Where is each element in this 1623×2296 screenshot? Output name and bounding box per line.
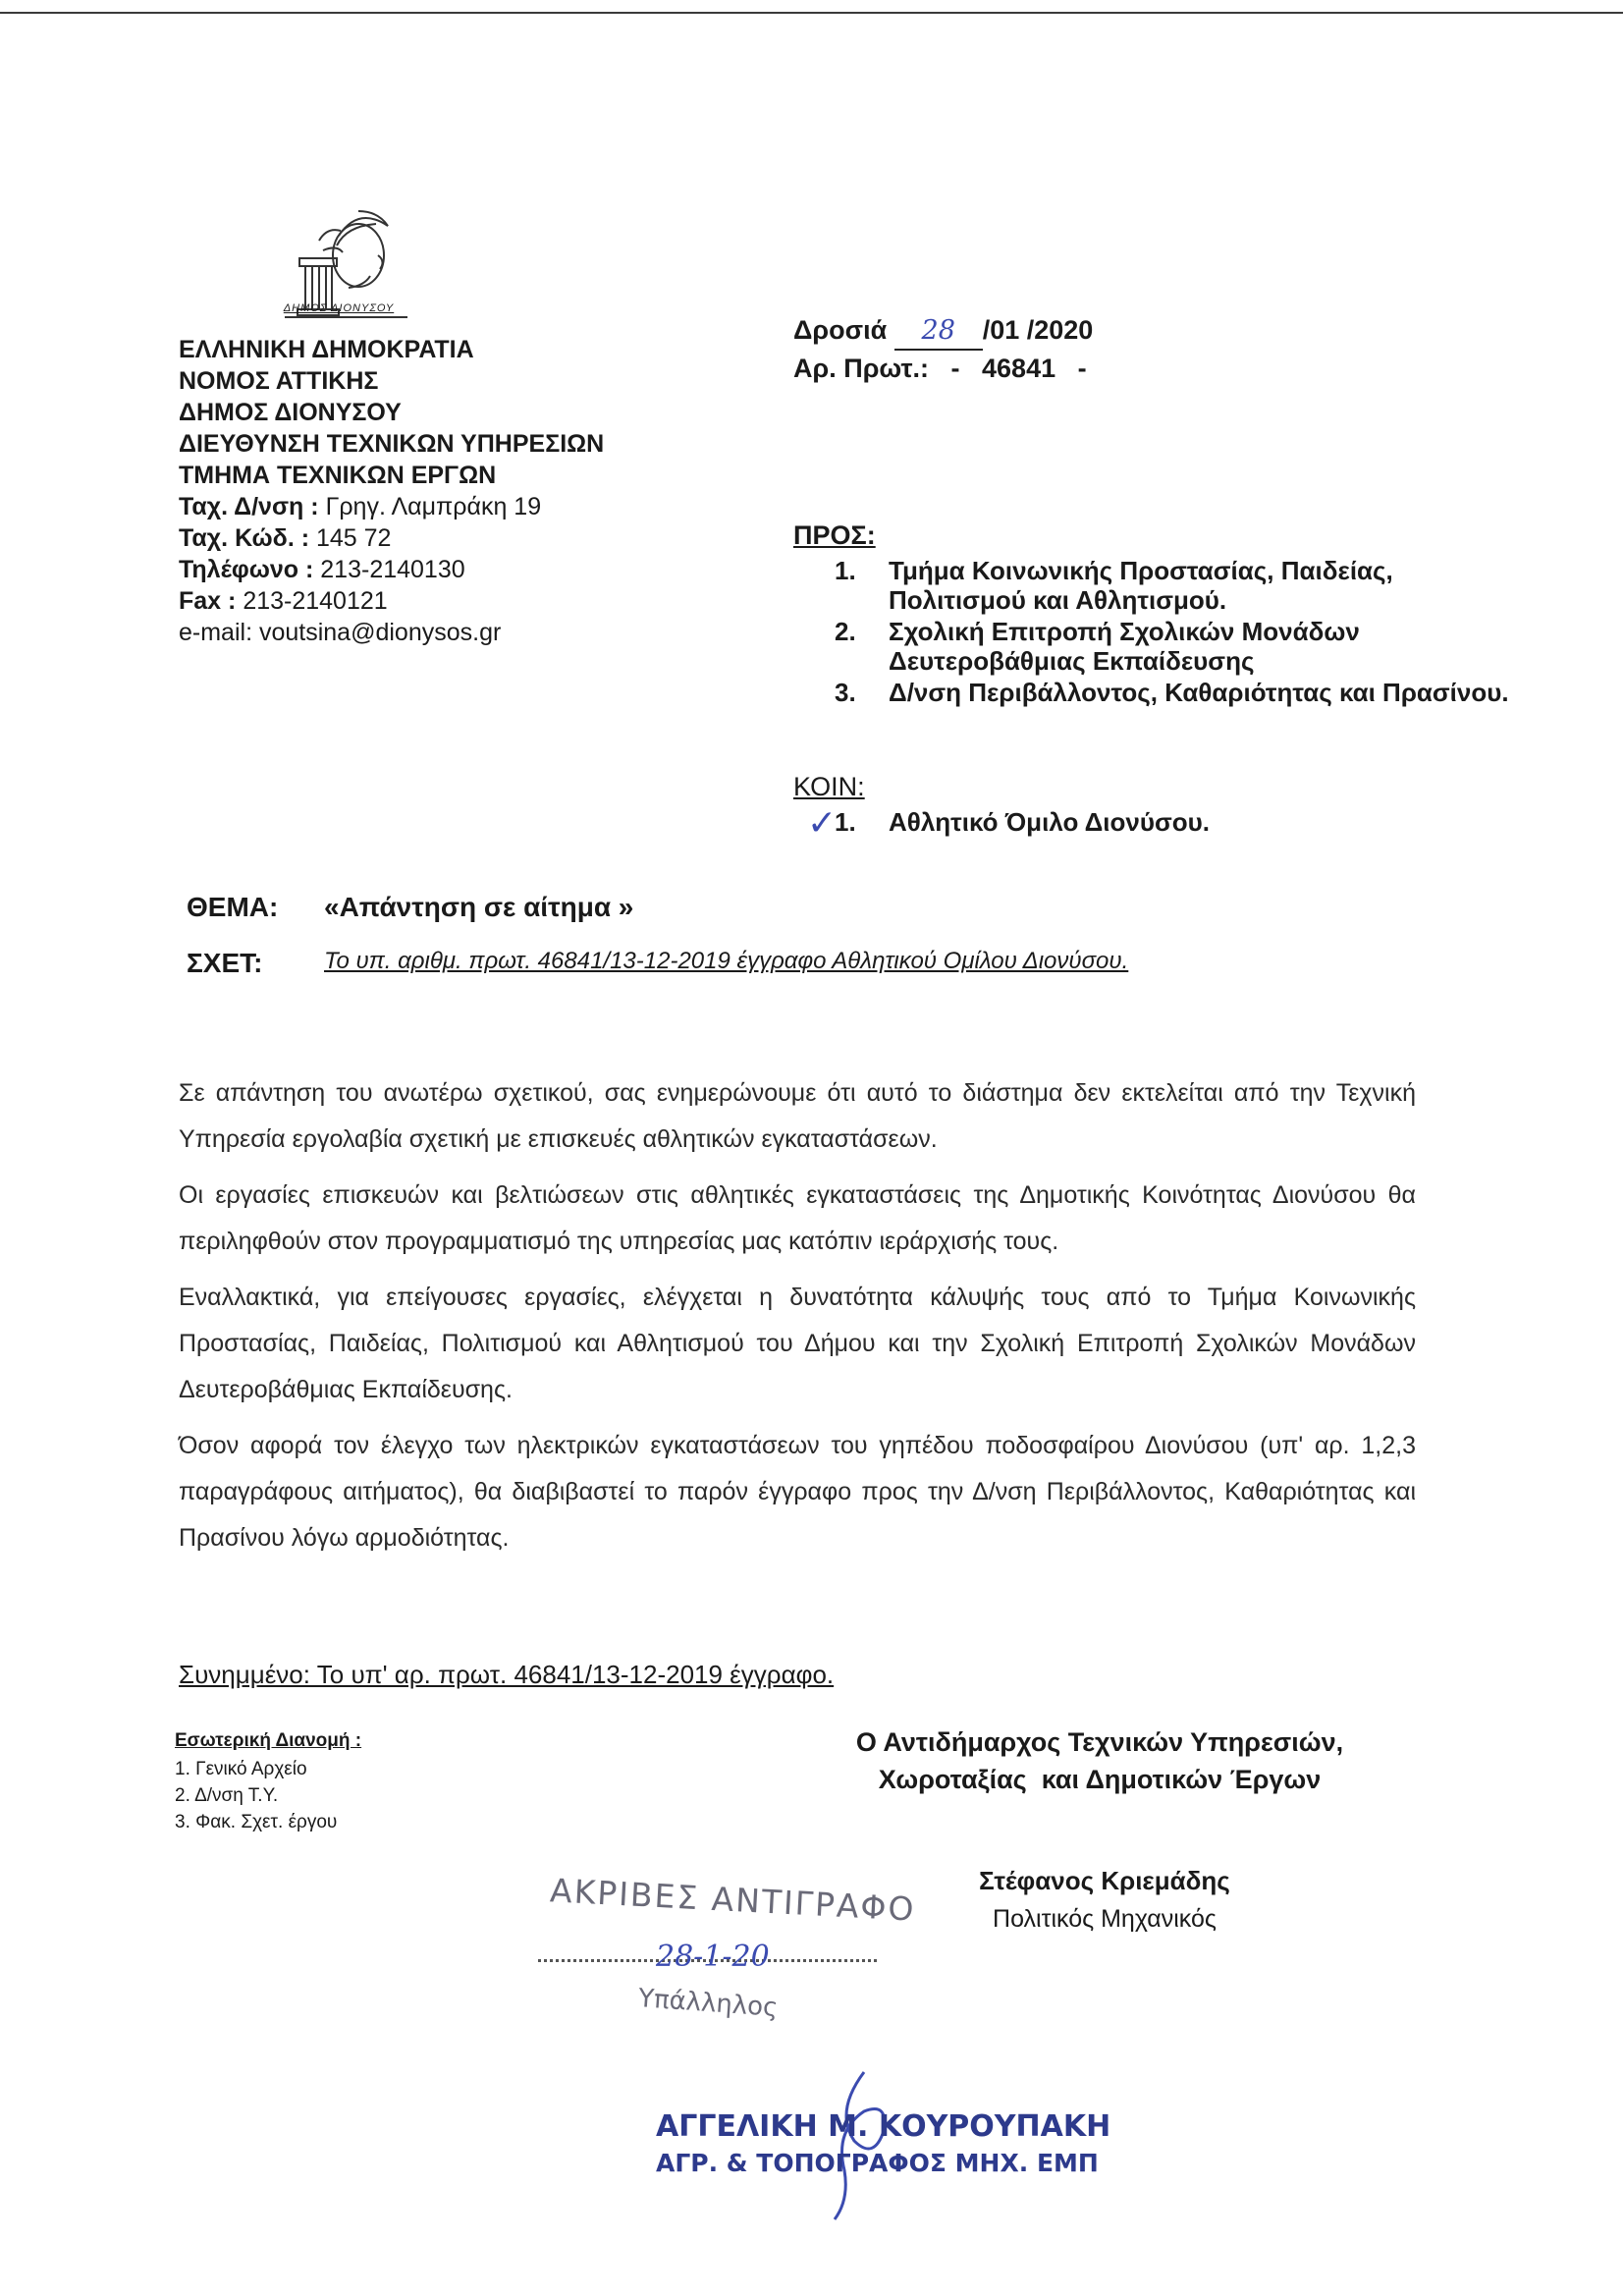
- stamp-employee-text: Υπάλληλος: [637, 1984, 780, 2023]
- body-paragraph: Εναλλακτικά, για επείγουσες εργασίες, ελέγχεται η δυνατότητα κάλυψής τους από το Τμήμα Κοινωνικής Προστασίας, Παιδείας, Πολιτισμού και Αθλητισμού του Δήμου και την Σχολική Επιτροπή Σχολικών Μονάδων Δευτεροβάθμιας Εκπαίδευσης.: [179, 1284, 1416, 1403]
- sender-block: [179, 334, 604, 648]
- sender-department: ΤΜΗΜΑ ΤΕΧΝΙΚΩΝ ΕΡΓΩΝ: [179, 462, 497, 489]
- date-line: Δροσιά 28 /01 /2020: [793, 312, 1093, 351]
- stamp-name: ΑΓΓΕΛΙΚΗ Μ. ΚΟΥΡΟΥΠΑΚΗ: [656, 2109, 1111, 2144]
- body-paragraph: Όσον αφορά τον έλεγχο των ηλεκτρικών εγκαταστάσεων του γηπέδου ποδοσφαίρου Διονύσου (υπ' αρ. 1,2,3 παραγράφους αιτήματος), θα διαβιβαστεί το παρόν έγγραφο προς την Δ/νση Περιβάλλοντος, Καθαριότητας και Πρασίνου λόγω αρμοδιότητας.: [179, 1432, 1416, 1552]
- distribution-list: [175, 1756, 337, 1835]
- sender-prefecture: ΝΟΜΟΣ ΑΤΤΙΚΗΣ: [179, 367, 379, 395]
- subject-label: ΘΕΜΑ:: [187, 892, 279, 922]
- sender-address: Ταχ. Δ/νση : Γρηγ. Λαμπράκη 19: [179, 493, 542, 520]
- stamp-title: ΑΓΡ. & ΤΟΠΟΓΡΑΦΟΣ ΜΗΧ. ΕΜΠ: [656, 2149, 1099, 2177]
- signatory-name: Στέφανος Κριεμάδης: [979, 1866, 1230, 1895]
- subject-value: «Απάντηση σε αίτημα »: [324, 892, 634, 922]
- cc-item: 1. Αθλητικό Όμιλο Διονύσου.: [835, 807, 1211, 837]
- stamp-copy-text: ΑΚΡΙΒΕΣ ΑΝΤΙΓΡΑΦΟ: [549, 1871, 917, 1929]
- recipients-list: [835, 556, 1517, 709]
- signatory-role: Πολιτικός Μηχανικός: [993, 1905, 1217, 1933]
- body-paragraph: Οι εργασίες επισκευών και βελτιώσεων στις αθλητικές εγκαταστάσεις της Δημοτικής Κοινότητας Διονύσου θα περιληφθούν στον προγραμματισμό της υπηρεσίας μας κατόπιν ιεράρχισής τους.: [179, 1181, 1416, 1255]
- sender-fax: Fax : 213-2140121: [179, 587, 388, 615]
- signatory-title: Ο Αντιδήμαρχος Τεχνικών Υπηρεσιών, Χωροταξίας και Δημοτικών Έργων: [855, 1727, 1344, 1794]
- recipients-heading: ΠΡΟΣ:: [793, 520, 876, 550]
- sender-municipality: ΔΗΜΟΣ ΔΙΟΝΥΣΟΥ: [179, 399, 402, 426]
- top-border-line: [0, 12, 1623, 14]
- sender-directorate: ΔΙΕΥΘΥΝΣΗ ΤΕΧΝΙΚΩΝ ΥΠΗΡΕΣΙΩΝ: [179, 430, 605, 458]
- sender-postcode: Ταχ. Κώδ. : 145 72: [179, 524, 392, 552]
- letter-body: [179, 1070, 1416, 1571]
- checkmark-icon: ✓: [807, 803, 838, 844]
- cc-heading: ΚΟΙΝ:: [793, 772, 865, 801]
- distribution-item: 2. Δ/νση Τ.Υ.: [175, 1785, 279, 1806]
- recipient-item: 2. Σχολική Επιτροπή Σχολικών Μονάδων Δευτεροβάθμιας Εκπαίδευσης: [835, 617, 1360, 676]
- sender-country: ΕΛΛΗΝΙΚΗ ΔΗΜΟΚΡΑΤΙΑ: [179, 336, 474, 363]
- protocol-line: Αρ. Πρωτ.: - 46841 -: [793, 354, 1087, 383]
- distribution-item: 3. Φακ. Σχετ. έργου: [175, 1812, 338, 1832]
- sender-email: e-mail: voutsina@dionysos.gr: [179, 619, 502, 646]
- related-label: ΣΧΕΤ:: [187, 948, 263, 978]
- recipient-item: 3. Δ/νση Περιβάλλοντος, Καθαριότητας και Πρασίνου.: [835, 678, 1509, 707]
- sender-phone: Τηλέφωνο : 213-2140130: [179, 556, 465, 583]
- handwritten-signature-icon: [805, 2062, 923, 2229]
- stamp-handwritten-date: 28-1-20: [656, 1940, 770, 1974]
- logo-caption: ΔΗΜΟΣ ΔΙΟΝΥΣΟΥ: [283, 302, 395, 314]
- related-value: Το υπ. αριθμ. πρωτ. 46841/13-12-2019 έγγραφο Αθλητικού Ομίλου Διονύσου.: [324, 948, 1129, 974]
- distribution-item: 1. Γενικό Αρχείο: [175, 1759, 307, 1779]
- attachment-note: Συνημμένο: Το υπ' αρ. πρωτ. 46841/13-12-2019 έγγραφο.: [179, 1660, 835, 1689]
- date-block: [793, 312, 1093, 386]
- recipient-item: 1. Τμήμα Κοινωνικής Προστασίας, Παιδείας, Πολιτισμού και Αθλητισμού.: [835, 556, 1393, 615]
- body-paragraph: Σε απάντηση του ανωτέρω σχετικού, σας ενημερώνουμε ότι αυτό το διάστημα δεν εκτελείται από την Τεχνική Υπηρεσία εργολαβία σχετική με επισκευές αθλητικών εγκαταστάσεων.: [179, 1079, 1416, 1153]
- distribution-title: Εσωτερική Διανομή :: [175, 1730, 362, 1751]
- handwritten-day: 28: [894, 313, 983, 351]
